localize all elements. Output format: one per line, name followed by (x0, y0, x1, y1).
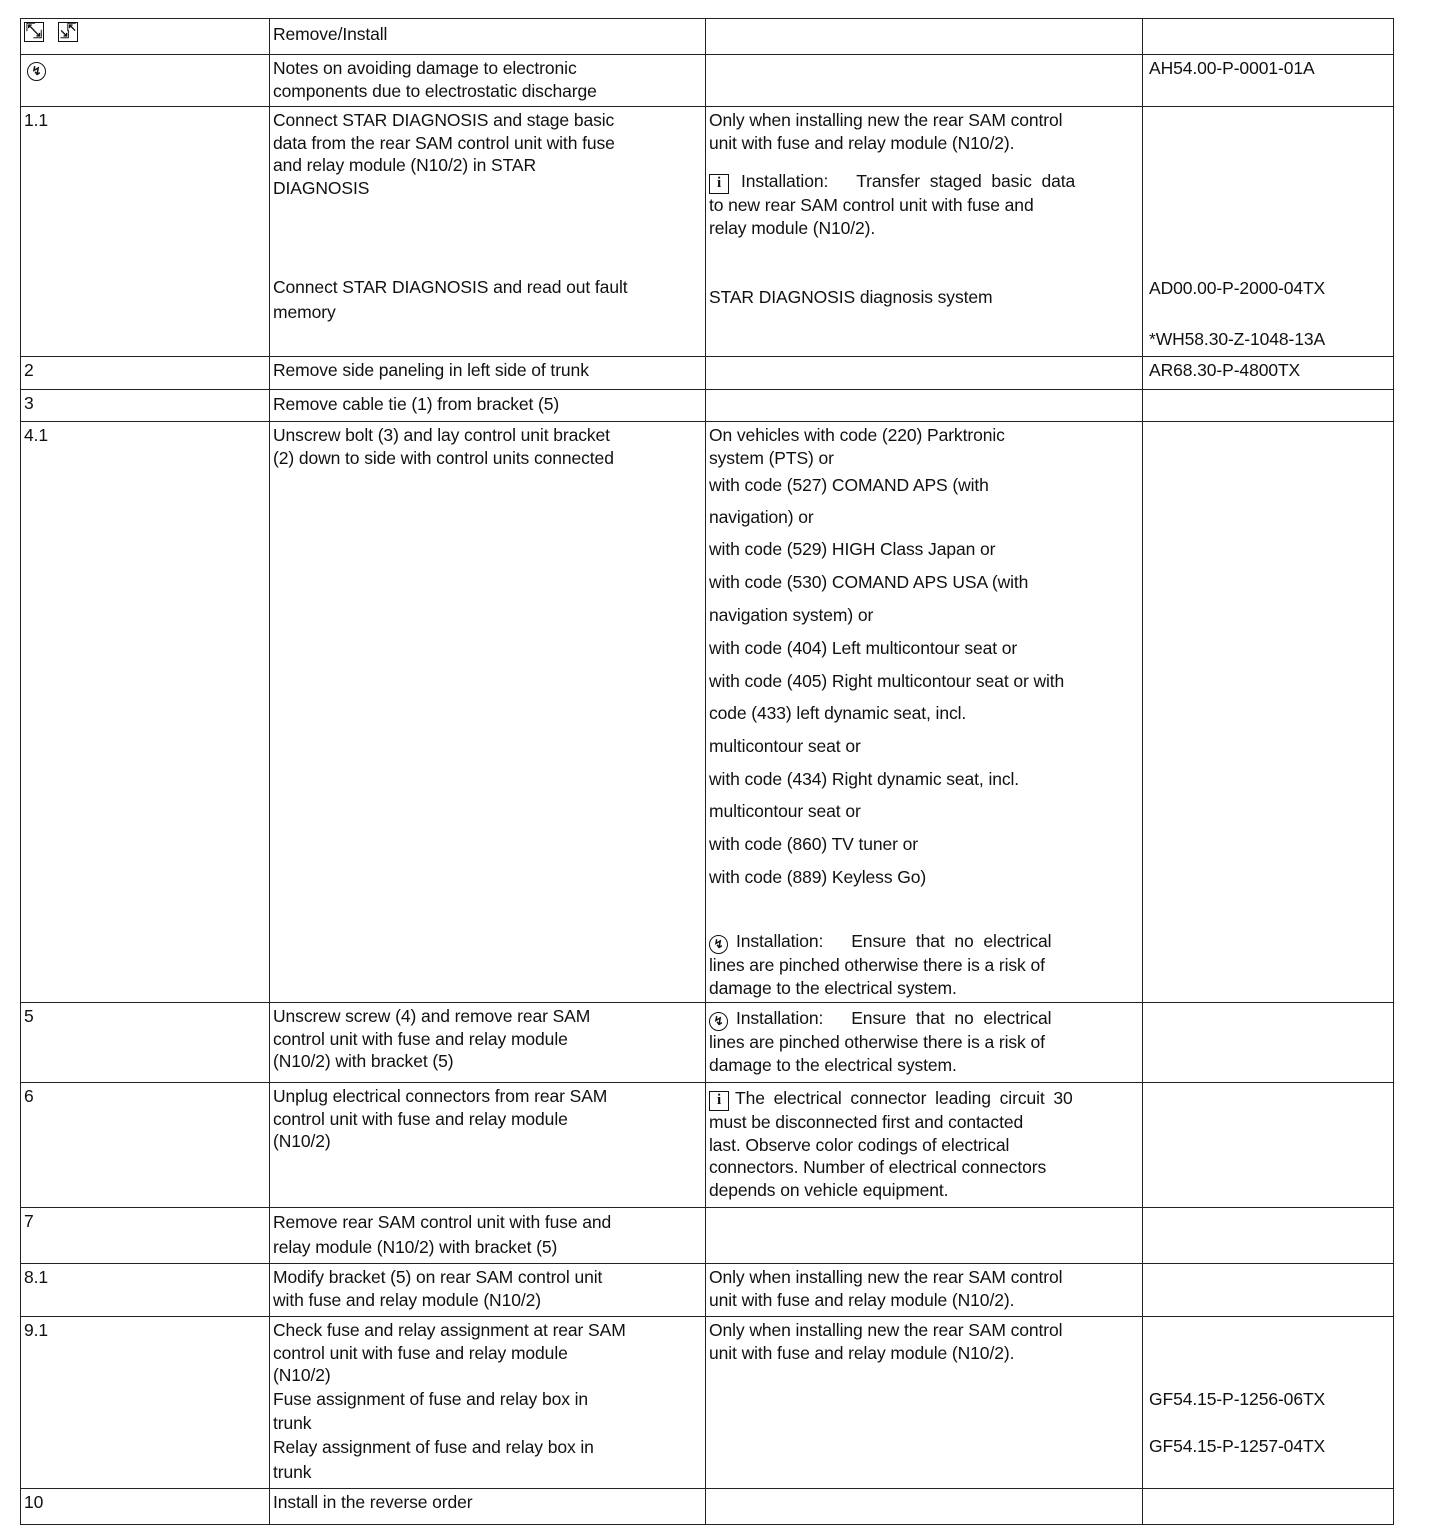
procedure-table (20, 18, 1394, 1525)
step-number: 9.1 (21, 1317, 270, 1489)
collapse-icon[interactable]: ⇲ ⇱ (60, 22, 76, 41)
table-row: 4.1 Unscrew bolt (3) and lay control unit bracket (2) down to side with control units connected On vehicles with code (220) Parktronic system (PTS) or with code (527) COMAND APS (with navigation) or with code (529) HIGH Class Japan or with code (530) COMAND APS USA (with navigation system) or with code (404) Left multicontour seat or with code (405) Right multicontour seat or with code (433) left dynamic seat, incl. multicontour seat or with code (434) Right dynamic seat, incl. multicontour seat or with code (860) TV tuner or with code (889) Keyless Go) ↯ Installation: Ensure that no electrical lines are pinched otherwise there is a risk of damage to the electrical system. (21, 422, 1394, 1003)
info-icon: i (709, 174, 729, 194)
step-number: 6 (21, 1083, 270, 1208)
step-number: 4.1 (21, 422, 270, 1003)
table-row: 8.1 Modify bracket (5) on rear SAM control unit with fuse and relay module (N10/2) Only when installing new the rear SAM control unit with fuse and relay module (N10/2). (21, 1264, 1394, 1317)
step-number: 3 (21, 390, 270, 422)
header-icons-cell (21, 19, 270, 55)
electrostatic-warning-icon: ↯ (27, 62, 46, 81)
procedure-document (20, 18, 1393, 1525)
reference-link[interactable]: AD00.00-P-2000-04TX (1149, 278, 1326, 298)
reference-link[interactable]: AR68.30-P-4800TX (1143, 357, 1394, 390)
table-row: 5 Unscrew screw (4) and remove rear SAM control unit with fuse and relay module (N10/2) with bracket (5) ↯ Installation: Ensure that no electrical lines are pinched otherwise there is a risk of damage to the electrical system. (21, 1003, 1394, 1083)
info-icon: i (709, 1091, 729, 1111)
header-title: Remove/Install (270, 19, 706, 55)
step-number: 8.1 (21, 1264, 270, 1317)
electrostatic-warning-icon: ↯ (709, 935, 728, 954)
table-row: 1.1 Connect STAR DIAGNOSIS and stage basic data from the rear SAM control unit with fuse and relay module (N10/2) in STAR DIAGNOSIS Connect STAR DIAGNOSIS and read out fault memory Only when installing new the rear SAM control unit with fuse and relay module (N10/2). i Installation: Transfer staged basic data to new rear SAM control unit with fuse and relay module (N10/2). STAR DIAGNOSIS diagnosis system AD00.00-P-2000-04TX *WH58.30-Z-1048-13A (21, 107, 1394, 357)
reference-link[interactable]: GF54.15-P-1256-06TX (1149, 1389, 1326, 1409)
table-row: ↯ Notes on avoiding damage to electronic components due to electrostatic discharge AH54.00-P-0001-01A (21, 55, 1394, 107)
step-number: 5 (21, 1003, 270, 1083)
reference-link[interactable]: GF54.15-P-1257-04TX (1149, 1435, 1326, 1456)
reference-link[interactable]: AH54.00-P-0001-01A (1143, 55, 1394, 107)
expand-icon[interactable]: ⇱ ⇲ (26, 22, 42, 41)
step-number: 2 (21, 357, 270, 390)
table-row: 3 Remove cable tie (1) from bracket (5) (21, 390, 1394, 422)
table-row: 2 Remove side paneling in left side of trunk AR68.30-P-4800TX (21, 357, 1394, 390)
step-number: 7 (21, 1208, 270, 1264)
step-number: 1.1 (21, 107, 270, 357)
table-row: 7 Remove rear SAM control unit with fuse and relay module (N10/2) with bracket (5) (21, 1208, 1394, 1264)
table-row (21, 19, 1394, 55)
step-number: 10 (21, 1489, 270, 1525)
table-row: 6 Unplug electrical connectors from rear SAM control unit with fuse and relay module (N10/2) i The electrical connector leading circuit 30 must be disconnected first and contacted last. Observe color codings of electrical connectors. Number of electrical connectors depends on vehicle equipment. (21, 1083, 1394, 1208)
table-row: 10 Install in the reverse order (21, 1489, 1394, 1525)
electrostatic-warning-icon: ↯ (709, 1012, 728, 1031)
table-row: 9.1 Check fuse and relay assignment at rear SAM control unit with fuse and relay module (N10/2) Fuse assignment of fuse and relay box in trunk Relay assignment of fuse and relay box in trunk Only when installing new the rear SAM control unit with fuse and relay module (N10/2). GF54.15-P-1256-06TX GF54.15-P-1257-04TX (21, 1317, 1394, 1489)
reference-link[interactable]: *WH58.30-Z-1048-13A (1149, 328, 1326, 349)
